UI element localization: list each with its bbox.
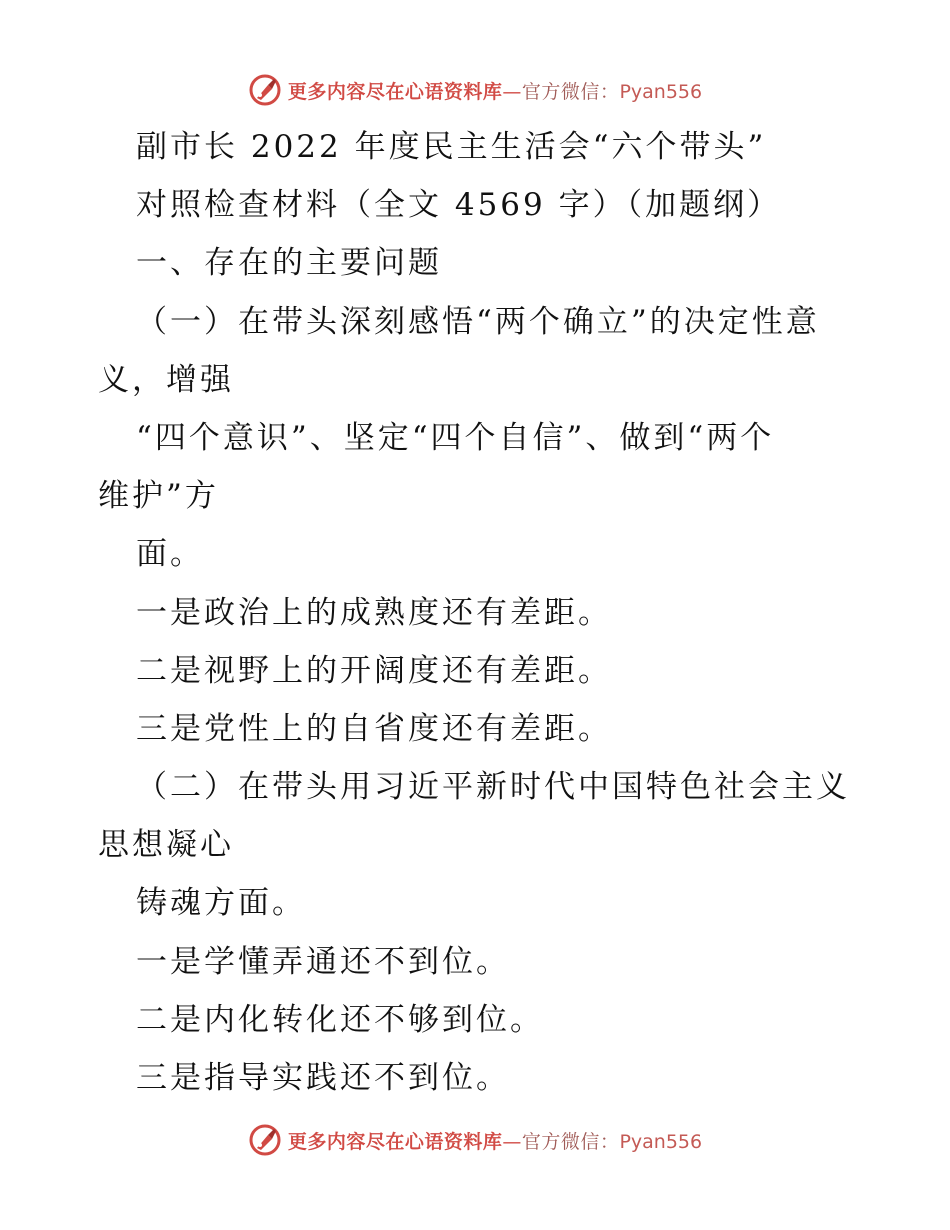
paragraph-line: 铸魂方面。 [136,885,306,922]
paragraph-line: 面。 [136,536,204,573]
subsection-heading-2: （二）在带头用习近平新时代中国特色社会主义 [136,769,850,806]
list-item: 三是党性上的自省度还有差距。 [136,710,612,747]
pen-nib-logo-icon [248,1123,282,1157]
list-item: 一是政治上的成熟度还有差距。 [136,594,612,631]
section-heading: 一、存在的主要问题 [136,245,442,282]
doc-title-line-2: 对照检查材料（全文 4569 字）（加题纲） [136,187,782,224]
pen-nib-logo-icon [248,73,282,107]
banner-wechat-label: 官方微信： [521,80,620,103]
list-item: 二是内化转化还不够到位。 [136,1001,544,1038]
subsection-heading-1: （一）在带头深刻感悟“两个确立”的决定性意 [136,303,820,340]
header-banner [0,70,950,110]
list-item: 一是学懂弄通还不到位。 [136,943,510,980]
banner-text [288,77,702,104]
banner-separator: — [502,80,522,103]
footer-banner [0,1120,950,1160]
list-item: 三是指导实践还不到位。 [136,1060,510,1096]
banner-separator: — [502,1130,522,1153]
banner-main-text: 更多内容尽在心语资料库 [287,1130,503,1153]
banner-text [288,1127,702,1154]
list-item: 二是视野上的开阔度还有差距。 [136,652,612,689]
document-body [98,118,858,1107]
banner-wechat-id: Pyan556 [619,1130,703,1153]
paragraph-line: “四个意识”、坚定“四个自信”、做到“两个 [136,419,775,456]
paragraph-line: 维护”方 [98,478,219,515]
paragraph-line: 思想凝心 [98,827,234,864]
doc-title-line-1: 副市长 2022 年度民主生活会“六个带头” [136,129,767,165]
banner-wechat-label: 官方微信： [521,1130,620,1153]
banner-main-text: 更多内容尽在心语资料库 [287,80,503,103]
banner-wechat-id: Pyan556 [619,80,703,103]
paragraph-line: 义，增强 [98,361,234,398]
